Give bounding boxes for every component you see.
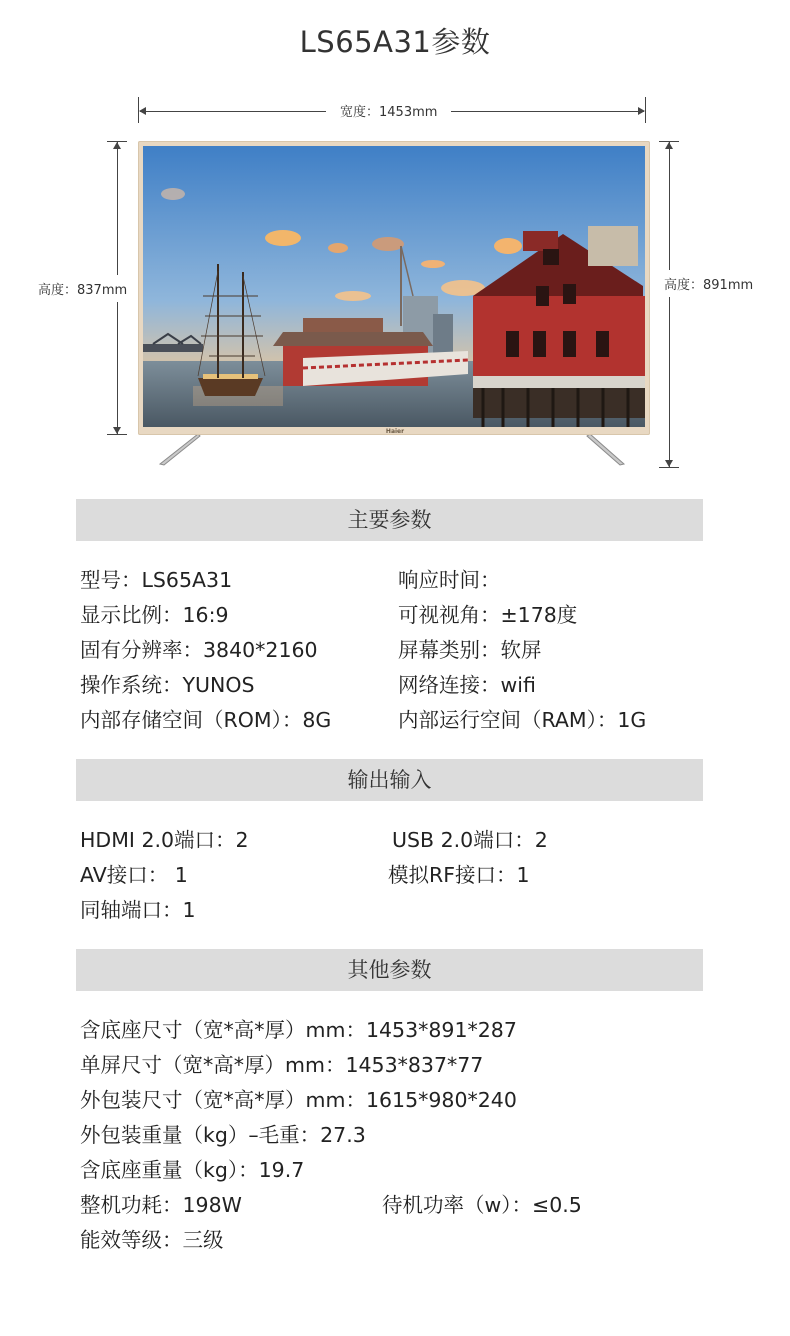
screen-height-bottom-arrow	[113, 427, 121, 434]
spec-response-time: 响应时间：	[398, 568, 501, 592]
tv-stand	[150, 430, 640, 470]
spec-aspect-ratio: 显示比例：16:9	[80, 603, 229, 627]
spec-gross-weight: 外包装重量（kg）–毛重：27.3	[80, 1123, 366, 1147]
spec-weight-with-stand: 含底座重量（kg）：19.7	[80, 1158, 305, 1182]
section-header-other: 其他参数	[76, 949, 703, 991]
spec-energy-class: 能效等级：三级	[80, 1228, 224, 1252]
tv-brand-logo: Haier	[385, 428, 405, 435]
section-header-io: 输出输入	[76, 759, 703, 801]
spec-ram: 内部运行空间（RAM）：1G	[398, 708, 647, 732]
spec-screen-type: 屏幕类别：软屏	[398, 638, 542, 662]
width-dim-label: 宽度：1453mm	[326, 101, 451, 120]
spec-size-with-stand: 含底座尺寸（宽*高*厚）mm：1453*891*287	[80, 1018, 517, 1042]
width-dim-left-arrow	[139, 107, 146, 115]
spec-power: 整机功耗：198W	[80, 1193, 242, 1217]
spec-network: 网络连接：wifi	[398, 673, 536, 697]
tv-screen-image	[143, 146, 645, 427]
stand-height-top-arrow	[665, 142, 673, 149]
width-dim-right-arrow	[638, 107, 645, 115]
spec-package-size: 外包装尺寸（宽*高*厚）mm：1615*980*240	[80, 1088, 517, 1112]
section-header-main: 主要参数	[76, 499, 703, 541]
spec-size-screen: 单屏尺寸（宽*高*厚）mm：1453*837*77	[80, 1053, 484, 1077]
screen-height-top-arrow	[113, 142, 121, 149]
spec-hdmi: HDMI 2.0端口：2	[80, 828, 249, 852]
spec-os: 操作系统：YUNOS	[80, 673, 255, 697]
stand-height-bottom-tick	[659, 467, 679, 468]
spec-standby-power: 待机功率（w）：≤0.5	[382, 1193, 582, 1217]
harbor-scene-illustration	[143, 146, 645, 427]
spec-av: AV接口： 1	[80, 863, 188, 887]
width-dim-right-tick	[645, 97, 646, 123]
spec-resolution: 固有分辨率：3840*2160	[80, 638, 318, 662]
spec-coaxial: 同轴端口：1	[80, 898, 196, 922]
spec-rom: 内部存储空间（ROM）：8G	[80, 708, 332, 732]
spec-usb: USB 2.0端口：2	[392, 828, 548, 852]
spec-viewing-angle: 可视视角：±178度	[398, 603, 578, 627]
stand-height-label: 高度：891mm	[662, 270, 755, 297]
stand-height-bottom-arrow	[665, 460, 673, 467]
screen-height-bottom-tick	[107, 434, 127, 435]
page-title: LS65A31参数	[299, 25, 491, 59]
spec-model: 型号：LS65A31	[80, 568, 233, 592]
spec-rf: 模拟RF接口：1	[388, 863, 530, 887]
screen-height-label: 高度：837mm	[36, 275, 129, 302]
stand-height-line	[669, 142, 670, 467]
